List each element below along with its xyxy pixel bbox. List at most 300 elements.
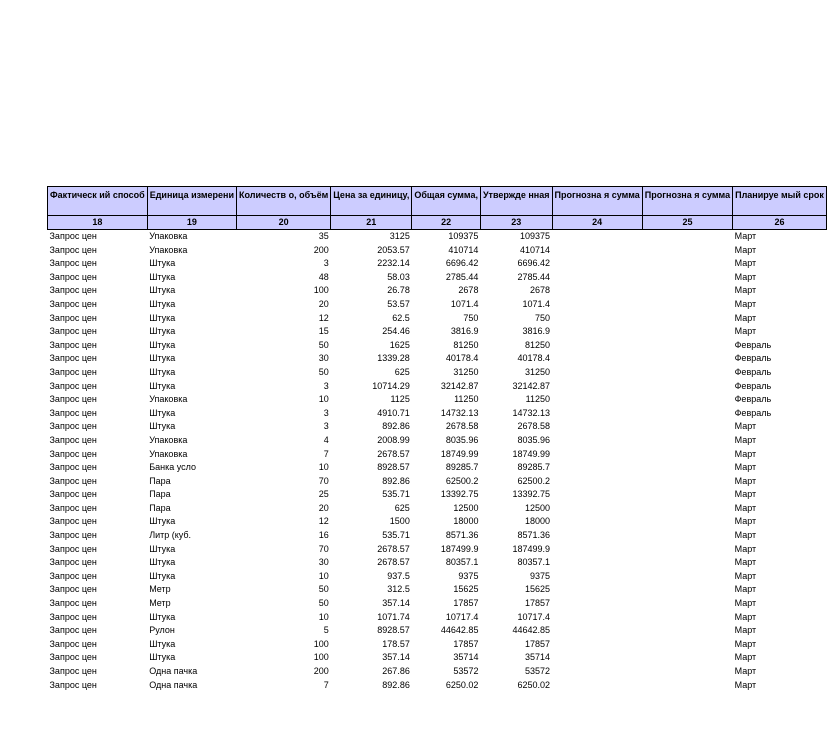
planned-term-cell[interactable]: Март [734, 625, 757, 636]
planned-term-cell[interactable]: Март [734, 516, 757, 527]
quantity-cell[interactable]: 50 [318, 584, 329, 595]
method-cell[interactable]: Запрос цен [49, 231, 97, 241]
unit-cell[interactable]: Упаковка [149, 244, 188, 255]
forecast-sum-2-cell[interactable] [642, 502, 732, 516]
quantity-cell[interactable]: 3 [323, 421, 329, 432]
method-cell[interactable]: Запрос цен [49, 380, 97, 391]
planned-term-cell[interactable]: Март [734, 475, 757, 486]
unit-cell[interactable]: Упаковка [149, 394, 188, 405]
total-sum-cell[interactable]: 187499.9 [440, 543, 479, 554]
forecast-sum-cell[interactable] [552, 244, 642, 258]
forecast-sum-cell[interactable] [552, 461, 642, 475]
forecast-sum-2-cell[interactable] [642, 325, 732, 339]
unit-cell[interactable]: Банка усло [149, 462, 196, 473]
method-cell[interactable]: Запрос цен [49, 312, 97, 323]
total-sum-cell[interactable]: 14732.13 [440, 407, 479, 418]
method-cell[interactable]: Запрос цен [49, 421, 97, 432]
forecast-sum-2-cell[interactable] [642, 312, 732, 326]
column-header[interactable]: Утвержде нная [480, 187, 552, 216]
forecast-sum-2-cell[interactable] [642, 393, 732, 407]
quantity-cell[interactable]: 200 [313, 244, 329, 255]
approved-sum-cell[interactable]: 8035.96 [517, 434, 550, 445]
planned-term-cell[interactable]: Март [734, 598, 757, 609]
total-sum-cell[interactable]: 10717.4 [445, 611, 479, 622]
forecast-sum-2-cell[interactable] [642, 366, 732, 380]
approved-sum-cell[interactable]: 750 [534, 312, 550, 323]
quantity-cell[interactable]: 50 [318, 598, 329, 609]
forecast-sum-cell[interactable] [552, 366, 642, 380]
unit-price-cell[interactable]: 2008.99 [377, 434, 410, 445]
unit-price-cell[interactable]: 357.14 [382, 598, 410, 609]
forecast-sum-cell[interactable] [552, 298, 642, 312]
approved-sum-cell[interactable]: 89285.7 [517, 462, 550, 473]
total-sum-cell[interactable]: 35714 [453, 652, 479, 663]
forecast-sum-2-cell[interactable] [642, 420, 732, 434]
approved-sum-cell[interactable]: 18000 [524, 516, 550, 527]
forecast-sum-2-cell[interactable] [642, 488, 732, 502]
approved-sum-cell[interactable]: 9375 [529, 570, 550, 581]
quantity-cell[interactable]: 70 [318, 543, 329, 554]
quantity-cell[interactable]: 100 [313, 638, 329, 649]
unit-price-cell[interactable]: 267.86 [382, 666, 410, 676]
quantity-cell[interactable]: 7 [323, 679, 329, 690]
method-cell[interactable]: Запрос цен [49, 530, 97, 541]
column-header[interactable]: Фактическ ий способ [48, 187, 148, 216]
forecast-sum-2-cell[interactable] [642, 597, 732, 611]
unit-price-cell[interactable]: 625 [394, 502, 410, 513]
unit-cell[interactable]: Штука [149, 258, 176, 269]
forecast-sum-2-cell[interactable] [642, 244, 732, 258]
approved-sum-cell[interactable]: 62500.2 [517, 475, 550, 486]
total-sum-cell[interactable]: 8571.36 [445, 530, 479, 541]
planned-term-cell[interactable]: Март [734, 326, 757, 337]
total-sum-cell[interactable]: 13392.75 [440, 489, 479, 500]
approved-sum-cell[interactable]: 17857 [524, 638, 550, 649]
unit-cell[interactable]: Упаковка [149, 434, 188, 445]
unit-price-cell[interactable]: 4910.71 [377, 407, 410, 418]
quantity-cell[interactable]: 10 [318, 394, 329, 405]
method-cell[interactable]: Запрос цен [49, 516, 97, 527]
forecast-sum-2-cell[interactable] [642, 543, 732, 557]
unit-cell[interactable]: Штука [149, 516, 176, 527]
quantity-cell[interactable]: 30 [318, 557, 329, 568]
approved-sum-cell[interactable]: 3816.9 [522, 326, 550, 337]
unit-cell[interactable]: Штука [149, 638, 176, 649]
unit-price-cell[interactable]: 58.03 [387, 271, 410, 282]
total-sum-cell[interactable]: 31250 [453, 366, 479, 377]
quantity-cell[interactable]: 30 [318, 353, 329, 364]
forecast-sum-cell[interactable] [552, 352, 642, 366]
method-cell[interactable]: Запрос цен [49, 502, 97, 513]
method-cell[interactable]: Запрос цен [49, 584, 97, 595]
approved-sum-cell[interactable]: 12500 [524, 502, 550, 513]
planned-term-cell[interactable]: Март [734, 557, 757, 568]
forecast-sum-2-cell[interactable] [642, 434, 732, 448]
unit-price-cell[interactable]: 2053.57 [377, 244, 410, 255]
forecast-sum-2-cell[interactable] [642, 448, 732, 462]
quantity-cell[interactable]: 3 [323, 258, 329, 269]
forecast-sum-2-cell[interactable] [642, 271, 732, 285]
unit-cell[interactable]: Штука [149, 570, 176, 581]
planned-term-cell[interactable]: Февраль [734, 380, 772, 391]
quantity-cell[interactable]: 100 [313, 285, 329, 296]
approved-sum-cell[interactable]: 410714 [519, 244, 550, 255]
column-header[interactable]: Прогнозна я сумма [552, 187, 642, 216]
method-cell[interactable]: Запрос цен [49, 679, 97, 690]
unit-price-cell[interactable]: 1339.28 [377, 353, 410, 364]
approved-sum-cell[interactable]: 187499.9 [512, 543, 550, 554]
unit-price-cell[interactable]: 937.5 [387, 570, 410, 581]
approved-sum-cell[interactable]: 53572 [524, 666, 550, 676]
planned-term-cell[interactable]: Февраль [734, 366, 772, 377]
unit-price-cell[interactable]: 26.78 [387, 285, 410, 296]
unit-price-cell[interactable]: 357.14 [382, 652, 410, 663]
approved-sum-cell[interactable]: 10717.4 [517, 611, 550, 622]
method-cell[interactable]: Запрос цен [49, 366, 97, 377]
total-sum-cell[interactable]: 11250 [454, 394, 479, 405]
forecast-sum-2-cell[interactable] [642, 651, 732, 665]
unit-price-cell[interactable]: 892.86 [382, 679, 410, 690]
forecast-sum-2-cell[interactable] [642, 624, 732, 638]
unit-cell[interactable]: Метр [149, 598, 171, 609]
planned-term-cell[interactable]: Март [734, 421, 757, 432]
forecast-sum-2-cell[interactable] [642, 475, 732, 489]
method-cell[interactable]: Запрос цен [49, 489, 97, 500]
forecast-sum-cell[interactable] [552, 611, 642, 625]
method-cell[interactable]: Запрос цен [49, 271, 97, 282]
column-header[interactable]: Планируе мый срок [733, 187, 827, 216]
forecast-sum-2-cell[interactable] [642, 515, 732, 529]
quantity-cell[interactable]: 10 [318, 462, 329, 473]
forecast-sum-cell[interactable] [552, 638, 642, 652]
unit-price-cell[interactable]: 8928.57 [377, 462, 410, 473]
forecast-sum-cell[interactable] [552, 407, 642, 421]
approved-sum-cell[interactable]: 32142.87 [512, 380, 550, 391]
planned-term-cell[interactable]: Март [734, 530, 757, 541]
quantity-cell[interactable]: 50 [318, 366, 329, 377]
approved-sum-cell[interactable]: 2678 [529, 285, 550, 296]
approved-sum-cell[interactable]: 6250.02 [517, 679, 550, 690]
total-sum-cell[interactable]: 3816.9 [450, 326, 479, 337]
total-sum-cell[interactable]: 53572 [453, 666, 479, 676]
method-cell[interactable]: Запрос цен [49, 434, 97, 445]
forecast-sum-2-cell[interactable] [642, 257, 732, 271]
forecast-sum-cell[interactable] [552, 284, 642, 298]
method-cell[interactable]: Запрос цен [49, 258, 97, 269]
total-sum-cell[interactable]: 12500 [453, 502, 479, 513]
forecast-sum-cell[interactable] [552, 230, 642, 244]
method-cell[interactable]: Запрос цен [49, 598, 97, 609]
forecast-sum-cell[interactable] [552, 583, 642, 597]
approved-sum-cell[interactable]: 109375 [519, 231, 550, 241]
quantity-cell[interactable]: 100 [313, 652, 329, 663]
forecast-sum-cell[interactable] [552, 380, 642, 394]
total-sum-cell[interactable]: 89285.7 [445, 462, 479, 473]
forecast-sum-2-cell[interactable] [642, 352, 732, 366]
planned-term-cell[interactable]: Март [734, 271, 757, 282]
forecast-sum-cell[interactable] [552, 665, 642, 679]
total-sum-cell[interactable]: 15625 [453, 584, 479, 595]
unit-cell[interactable]: Штука [149, 380, 176, 391]
method-cell[interactable]: Запрос цен [49, 570, 97, 581]
method-cell[interactable]: Запрос цен [49, 448, 97, 459]
approved-sum-cell[interactable]: 35714 [524, 652, 550, 663]
planned-term-cell[interactable]: Март [734, 244, 757, 255]
forecast-sum-2-cell[interactable] [642, 380, 732, 394]
quantity-cell[interactable]: 20 [318, 298, 329, 309]
method-cell[interactable]: Запрос цен [49, 652, 97, 663]
forecast-sum-cell[interactable] [552, 624, 642, 638]
forecast-sum-cell[interactable] [552, 543, 642, 557]
method-cell[interactable]: Запрос цен [49, 475, 97, 486]
unit-price-cell[interactable]: 2232.14 [377, 258, 410, 269]
quantity-cell[interactable]: 200 [313, 666, 329, 676]
column-header[interactable]: Единица измерени [147, 187, 236, 216]
forecast-sum-cell[interactable] [552, 488, 642, 502]
column-header[interactable]: Количеств о, объём [237, 187, 331, 216]
approved-sum-cell[interactable]: 80357.1 [517, 557, 550, 568]
unit-cell[interactable]: Одна пачка [149, 666, 198, 676]
planned-term-cell[interactable]: Март [734, 448, 757, 459]
total-sum-cell[interactable]: 81250 [453, 339, 479, 350]
unit-price-cell[interactable]: 2678.57 [377, 448, 410, 459]
approved-sum-cell[interactable]: 17857 [524, 598, 550, 609]
unit-price-cell[interactable]: 62.5 [392, 312, 410, 323]
unit-cell[interactable]: Пара [149, 502, 171, 513]
method-cell[interactable]: Запрос цен [49, 543, 97, 554]
unit-price-cell[interactable]: 8928.57 [377, 625, 410, 636]
planned-term-cell[interactable]: Февраль [734, 394, 772, 405]
unit-price-cell[interactable]: 892.86 [382, 475, 410, 486]
planned-term-cell[interactable]: Март [734, 285, 757, 296]
forecast-sum-cell[interactable] [552, 679, 642, 693]
total-sum-cell[interactable]: 17857 [453, 598, 479, 609]
planned-term-cell[interactable]: Февраль [734, 353, 772, 364]
approved-sum-cell[interactable]: 2678.58 [517, 421, 550, 432]
total-sum-cell[interactable]: 18000 [453, 516, 479, 527]
total-sum-cell[interactable]: 410714 [448, 244, 479, 255]
unit-price-cell[interactable]: 312.5 [387, 584, 410, 595]
unit-cell[interactable]: Штука [149, 298, 176, 309]
column-header[interactable]: Цена за единицу, [331, 187, 412, 216]
unit-cell[interactable]: Упаковка [149, 448, 188, 459]
method-cell[interactable]: Запрос цен [49, 666, 97, 676]
planned-term-cell[interactable]: Март [734, 584, 757, 595]
approved-sum-cell[interactable]: 1071.4 [522, 298, 550, 309]
total-sum-cell[interactable]: 2678 [458, 285, 479, 296]
approved-sum-cell[interactable]: 31250 [524, 366, 550, 377]
forecast-sum-2-cell[interactable] [642, 407, 732, 421]
total-sum-cell[interactable]: 80357.1 [445, 557, 479, 568]
forecast-sum-cell[interactable] [552, 393, 642, 407]
unit-cell[interactable]: Пара [149, 475, 171, 486]
planned-term-cell[interactable]: Март [734, 434, 757, 445]
planned-term-cell[interactable]: Март [734, 231, 757, 241]
method-cell[interactable]: Запрос цен [49, 407, 97, 418]
forecast-sum-cell[interactable] [552, 271, 642, 285]
forecast-sum-cell[interactable] [552, 529, 642, 543]
forecast-sum-cell[interactable] [552, 502, 642, 516]
total-sum-cell[interactable]: 18749.99 [440, 448, 479, 459]
unit-price-cell[interactable]: 1625 [389, 339, 410, 350]
forecast-sum-cell[interactable] [552, 556, 642, 570]
method-cell[interactable]: Запрос цен [49, 353, 97, 364]
planned-term-cell[interactable]: Март [734, 489, 757, 500]
total-sum-cell[interactable]: 109375 [448, 231, 479, 241]
forecast-sum-2-cell[interactable] [642, 284, 732, 298]
planned-term-cell[interactable]: Март [734, 462, 757, 473]
planned-term-cell[interactable]: Март [734, 666, 757, 676]
forecast-sum-2-cell[interactable] [642, 583, 732, 597]
total-sum-cell[interactable]: 44642.85 [440, 625, 479, 636]
planned-term-cell[interactable]: Март [734, 298, 757, 309]
unit-price-cell[interactable]: 535.71 [382, 489, 410, 500]
quantity-cell[interactable]: 12 [318, 312, 329, 323]
unit-cell[interactable]: Штука [149, 407, 176, 418]
approved-sum-cell[interactable]: 6696.42 [517, 258, 550, 269]
approved-sum-cell[interactable]: 40178.4 [517, 353, 550, 364]
unit-cell[interactable]: Штука [149, 326, 176, 337]
quantity-cell[interactable]: 20 [318, 502, 329, 513]
quantity-cell[interactable]: 16 [318, 530, 329, 541]
forecast-sum-2-cell[interactable] [642, 339, 732, 353]
quantity-cell[interactable]: 5 [323, 625, 329, 636]
unit-cell[interactable]: Штука [149, 353, 176, 364]
quantity-cell[interactable]: 3 [323, 380, 329, 391]
forecast-sum-2-cell[interactable] [642, 570, 732, 584]
forecast-sum-cell[interactable] [552, 325, 642, 339]
total-sum-cell[interactable]: 1071.4 [450, 298, 479, 309]
planned-term-cell[interactable]: Март [734, 258, 757, 269]
forecast-sum-cell[interactable] [552, 339, 642, 353]
quantity-cell[interactable]: 70 [318, 475, 329, 486]
forecast-sum-2-cell[interactable] [642, 611, 732, 625]
column-header[interactable]: Общая сумма, [412, 187, 481, 216]
unit-price-cell[interactable]: 625 [394, 366, 410, 377]
planned-term-cell[interactable]: Март [734, 570, 757, 581]
unit-cell[interactable]: Упаковка [149, 231, 188, 241]
approved-sum-cell[interactable]: 44642.85 [512, 625, 550, 636]
unit-cell[interactable]: Штука [149, 421, 176, 432]
approved-sum-cell[interactable]: 15625 [524, 584, 550, 595]
quantity-cell[interactable]: 10 [318, 611, 329, 622]
unit-cell[interactable]: Одна пачка [149, 679, 198, 690]
forecast-sum-2-cell[interactable] [642, 638, 732, 652]
total-sum-cell[interactable]: 2678.58 [445, 421, 479, 432]
total-sum-cell[interactable]: 6696.42 [445, 258, 479, 269]
total-sum-cell[interactable]: 17857 [453, 638, 479, 649]
forecast-sum-2-cell[interactable] [642, 298, 732, 312]
forecast-sum-cell[interactable] [552, 570, 642, 584]
unit-cell[interactable]: Штука [149, 339, 176, 350]
quantity-cell[interactable]: 50 [318, 339, 329, 350]
unit-cell[interactable]: Штука [149, 557, 176, 568]
unit-cell[interactable]: Штука [149, 652, 176, 663]
total-sum-cell[interactable]: 40178.4 [445, 353, 479, 364]
total-sum-cell[interactable]: 62500.2 [445, 475, 479, 486]
approved-sum-cell[interactable]: 8571.36 [517, 530, 550, 541]
unit-price-cell[interactable]: 1500 [389, 516, 410, 527]
unit-price-cell[interactable]: 3125 [389, 231, 410, 241]
quantity-cell[interactable]: 4 [323, 434, 329, 445]
forecast-sum-cell[interactable] [552, 420, 642, 434]
planned-term-cell[interactable]: Март [734, 502, 757, 513]
forecast-sum-cell[interactable] [552, 515, 642, 529]
unit-price-cell[interactable]: 2678.57 [377, 557, 410, 568]
method-cell[interactable]: Запрос цен [49, 611, 97, 622]
forecast-sum-cell[interactable] [552, 475, 642, 489]
method-cell[interactable]: Запрос цен [49, 339, 97, 350]
forecast-sum-2-cell[interactable] [642, 529, 732, 543]
planned-term-cell[interactable]: Февраль [734, 339, 772, 350]
forecast-sum-2-cell[interactable] [642, 461, 732, 475]
unit-price-cell[interactable]: 2678.57 [377, 543, 410, 554]
total-sum-cell[interactable]: 6250.02 [445, 679, 479, 690]
quantity-cell[interactable]: 35 [318, 231, 329, 241]
approved-sum-cell[interactable]: 18749.99 [512, 448, 550, 459]
forecast-sum-cell[interactable] [552, 257, 642, 271]
approved-sum-cell[interactable]: 11250 [525, 394, 550, 405]
unit-price-cell[interactable]: 53.57 [387, 298, 410, 309]
total-sum-cell[interactable]: 8035.96 [445, 434, 479, 445]
unit-price-cell[interactable]: 178.57 [382, 638, 410, 649]
quantity-cell[interactable]: 12 [318, 516, 329, 527]
unit-cell[interactable]: Литр (куб. [149, 530, 192, 541]
unit-cell[interactable]: Штука [149, 366, 176, 377]
quantity-cell[interactable]: 25 [318, 489, 329, 500]
unit-price-cell[interactable]: 10714.29 [372, 380, 410, 391]
unit-cell[interactable]: Штука [149, 543, 176, 554]
method-cell[interactable]: Запрос цен [49, 625, 97, 636]
forecast-sum-cell[interactable] [552, 434, 642, 448]
planned-term-cell[interactable]: Март [734, 679, 757, 690]
unit-cell[interactable]: Штука [149, 312, 176, 323]
forecast-sum-2-cell[interactable] [642, 665, 732, 679]
total-sum-cell[interactable]: 2785.44 [445, 271, 479, 282]
forecast-sum-cell[interactable] [552, 651, 642, 665]
total-sum-cell[interactable]: 32142.87 [440, 380, 479, 391]
quantity-cell[interactable]: 15 [318, 326, 329, 337]
unit-cell[interactable]: Штука [149, 611, 176, 622]
approved-sum-cell[interactable]: 81250 [524, 339, 550, 350]
forecast-sum-2-cell[interactable] [642, 230, 732, 244]
unit-cell[interactable]: Пара [149, 489, 171, 500]
unit-cell[interactable]: Рулон [149, 625, 175, 636]
total-sum-cell[interactable]: 750 [463, 312, 479, 323]
unit-cell[interactable]: Штука [149, 271, 176, 282]
planned-term-cell[interactable]: Март [734, 638, 757, 649]
total-sum-cell[interactable]: 9375 [458, 570, 479, 581]
quantity-cell[interactable]: 48 [318, 271, 329, 282]
forecast-sum-2-cell[interactable] [642, 679, 732, 693]
unit-cell[interactable]: Метр [149, 584, 171, 595]
unit-price-cell[interactable]: 535.71 [382, 530, 410, 541]
approved-sum-cell[interactable]: 13392.75 [512, 489, 550, 500]
quantity-cell[interactable]: 7 [323, 448, 329, 459]
unit-price-cell[interactable]: 254.46 [382, 326, 410, 337]
forecast-sum-cell[interactable] [552, 448, 642, 462]
unit-price-cell[interactable]: 892.86 [382, 421, 410, 432]
forecast-sum-cell[interactable] [552, 597, 642, 611]
unit-price-cell[interactable]: 1125 [390, 394, 410, 405]
method-cell[interactable]: Запрос цен [49, 244, 97, 255]
method-cell[interactable]: Запрос цен [49, 557, 97, 568]
planned-term-cell[interactable]: Март [734, 543, 757, 554]
column-header[interactable]: Прогнозна я сумма [642, 187, 732, 216]
method-cell[interactable]: Запрос цен [49, 326, 97, 337]
planned-term-cell[interactable]: Март [734, 611, 757, 622]
approved-sum-cell[interactable]: 14732.13 [512, 407, 550, 418]
